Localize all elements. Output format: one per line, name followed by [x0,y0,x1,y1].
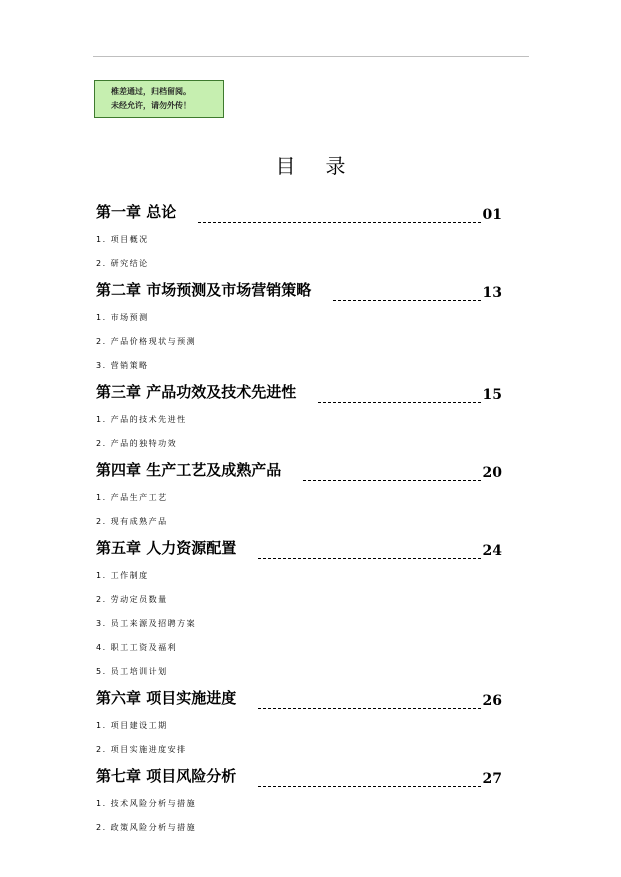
toc-section: 2. 研究结论 [96,259,149,268]
toc-chapter [96,198,502,228]
toc-section: 1. 市场预测 [96,313,149,322]
chapter-title: 第七章 项目风险分析 [96,767,237,785]
dot-leader [198,204,480,223]
toc-title: 目录 [275,154,376,178]
dot-leader [258,690,480,709]
toc-section: 2. 项目实施进度安排 [96,745,187,754]
toc-chapter [96,456,502,486]
toc-section: 2. 产品价格现状与预测 [96,337,197,346]
chapter-title: 第二章 市场预测及市场营销策略 [96,281,312,299]
toc-section: 4. 职工工资及福利 [96,643,178,652]
chapter-page-number: 27 [482,771,502,787]
dot-leader [318,384,480,403]
toc-section: 3. 员工来源及招聘方案 [96,619,197,628]
dot-leader [333,282,480,301]
toc-section: 1. 产品生产工艺 [96,493,168,502]
chapter-page-number: 24 [482,543,502,559]
chapter-page-number: 13 [482,285,502,301]
toc-section: 2. 现有成熟产品 [96,517,168,526]
chapter-page-number: 20 [482,465,502,481]
toc-chapter [96,762,502,792]
toc-section: 1. 技术风险分析与措施 [96,799,197,808]
dot-leader [258,540,480,559]
dot-leader [258,768,480,787]
toc-chapter [96,276,502,306]
chapter-title: 第三章 产品功效及技术先进性 [96,383,297,401]
notice-line-2: 未经允许，请勿外传！ [111,101,191,110]
toc-section: 2. 政策风险分析与措施 [96,823,197,832]
approval-notice [94,80,224,118]
dot-leader [303,462,480,481]
notice-line-1: 椎差通过，归档留阅。 [111,87,191,96]
toc-section: 1. 项目概况 [96,235,149,244]
table-of-contents [96,198,502,840]
chapter-page-number: 01 [482,207,502,223]
chapter-title: 第六章 项目实施进度 [96,689,237,707]
toc-section: 3. 营销策略 [96,361,149,370]
toc-section: 1. 产品的技术先进性 [96,415,187,424]
toc-section: 1. 项目建设工期 [96,721,168,730]
toc-chapter [96,534,502,564]
toc-chapter [96,378,502,408]
toc-section: 2. 产品的独特功效 [96,439,178,448]
toc-section: 1. 工作制度 [96,571,149,580]
chapter-title: 第四章 生产工艺及成熟产品 [96,461,282,479]
toc-chapter [96,684,502,714]
chapter-page-number: 26 [482,693,502,709]
chapter-page-number: 15 [482,387,502,403]
header-rule [93,56,529,57]
toc-section: 2. 劳动定员数量 [96,595,168,604]
toc-section: 5. 员工培训计划 [96,667,168,676]
chapter-title: 第五章 人力资源配置 [96,539,237,557]
chapter-title: 第一章 总论 [96,203,177,221]
